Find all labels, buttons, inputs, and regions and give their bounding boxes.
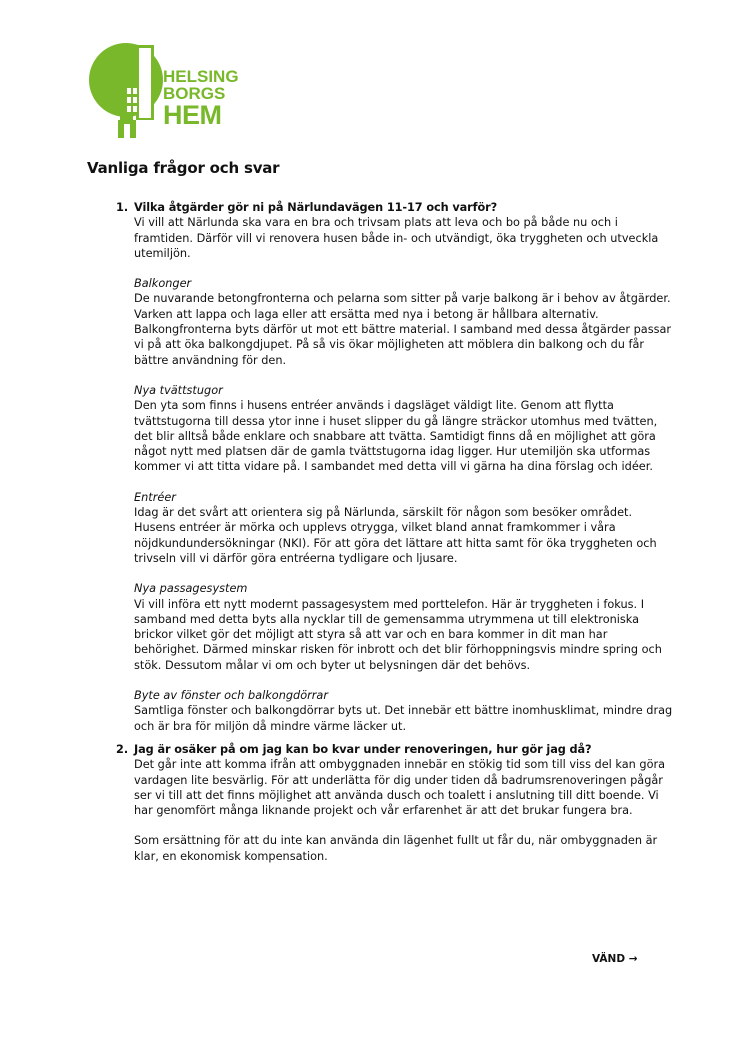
faq-intro-1: Vi vill att Närlunda ska vara en bra och trivsam plats att leva och bo på både nu och i framtiden. Därför vill vi renovera husen både in- och utvändigt, öka tryggheten och utveckla utemiljön.: [134, 216, 659, 260]
faq-question-1: Vilka åtgärder gör ni på Närlundavägen 11-17 och varför?: [134, 201, 498, 214]
turn-page-indicator: [592, 953, 638, 965]
page-title: Vanliga frågor och svar: [87, 159, 280, 177]
section-text-balkonger: De nuvarande betongfronterna och pelarna som sitter på varje balkong är i behov av åtgärder. Varken att lappa och laga eller att ersätta med nya i betong är hållbara alternativ. Balkongfronterna byts därför ut mot ett bättre material. I samband med dessa åtgärder passar vi på att öka balkongdjupet. På så vis ökar möjligheten att möblera din balkong och du får bättre användning för den.: [134, 292, 672, 367]
section-text-passagesystem: Vi vill införa ett nytt modernt passagesystem med porttelefon. Här är tryggheten i fokus. I samband med detta byts alla nycklar till de gemensamma utrymmena ut till elektroniska brickor vilket gör det möjligt att styra så att var och en bara kommer in dit man har behörighet. Därmed minskar risken för inbrott och det blir förhoppningsvis mindre spring och stök. Dessutom målar vi om och byter ut belysningen där det behövs.: [134, 597, 662, 672]
faq-number-2: 2.: [116, 742, 129, 756]
faq-item-1: [116, 200, 676, 734]
faq-number-1: 1.: [116, 201, 129, 214]
logo-line-3: HEM: [163, 100, 222, 130]
section-heading-balkonger: Balkonger: [134, 277, 192, 291]
logo-wordmark: [163, 68, 239, 129]
section-text-fonster: Samtliga fönster och balkongdörrar byts ut. Det innebär ett bättre inomhusklimat, mindre drag och är bra för miljön då mindre värme läcker ut.: [134, 704, 673, 733]
section-text-entreer: Idag är det svårt att orientera sig på Närlunda, särskilt för någon som besöker området. Husens entréer är mörka och upplevs otrygga, vilket bland annat framkommer i våra nöjdkundundersökningar (NKI). För att göra det lättare att hitta samt för öka tryggheten och trivseln vill vi därför göra entréerna tydligare och ljusare.: [134, 506, 657, 565]
logo-line-1: HELSING: [163, 67, 239, 86]
arrow-right-icon: →: [628, 953, 638, 965]
section-heading-entreer: Entréer: [134, 490, 176, 504]
faq-list: [116, 200, 676, 864]
faq-answer-2-para-2: Som ersättning för att du inte kan använda din lägenhet fullt ut får du, när ombyggnaden är klar, en ekonomisk kompensation.: [134, 834, 658, 863]
section-heading-fonster: Byte av fönster och balkongdörrar: [134, 689, 328, 703]
section-heading-tvattstugor: Nya tvättstugor: [134, 383, 223, 397]
section-text-tvattstugor: Den yta som finns i husens entréer används i dagsläget väldigt lite. Genom att flytta tvättstugorna till dessa ytor inne i huset slipper du gå längre sträckor utomhus med tvätten, det blir alltså både enklare och snabbare att tvätta. Samtidigt finns då en möjlighet att göra något nytt med platsen där de gamla tvättstugorna idag ligger. Hur utemiljön ska utformas kommer vi att titta vidare på. I sambandet med detta vill vi gärna ha dina förslag och idéer.: [134, 399, 658, 474]
faq-item-2: [116, 742, 676, 864]
section-heading-passagesystem: Nya passagesystem: [134, 582, 248, 596]
logo-line-2: BORGS: [163, 84, 226, 103]
faq-answer-2-para-1: Det går inte att komma ifrån att ombyggnaden innebär en stökig tid som till viss del kan göra vardagen lite besvärlig. För att underlätta för dig under tiden då badrumsrenoveringen pågår ser vi till att det finns möjlighet att använda dusch och toalett i anslutning till ditt boende. Vi har genomfört många liknande projekt och vår erfarenhet är att det brukar fungera bra.: [134, 758, 666, 818]
faq-question-2: Jag är osäker på om jag kan bo kvar under renoveringen, hur gör jag då?: [134, 742, 592, 756]
turn-label: VÄND: [592, 953, 626, 965]
